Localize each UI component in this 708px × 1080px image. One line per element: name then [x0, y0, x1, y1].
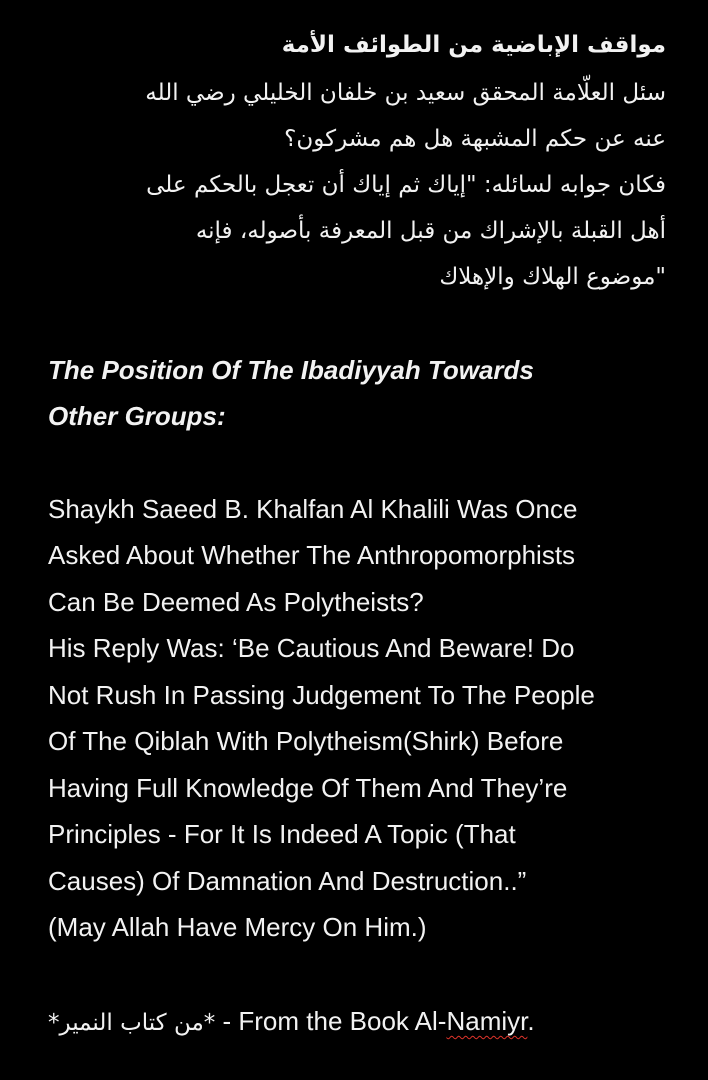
- english-heading-line-2: Other Groups:: [48, 401, 226, 431]
- english-body-line-6: Of The Qiblah With Polytheism(Shirk) Before: [48, 726, 564, 756]
- misspelled-word[interactable]: Namiyr: [446, 1006, 528, 1036]
- english-body-line-7: Having Full Knowledge Of Them And They’re: [48, 773, 568, 803]
- source-arabic: *من كتاب النمير*: [48, 1010, 216, 1036]
- source-end: .: [527, 1006, 535, 1036]
- source-line: [48, 998, 535, 1044]
- arabic-line-2: عنه عن حكم المشبهة هل هم مشركون؟: [284, 126, 666, 152]
- english-body-line-8: Principles - For It Is Indeed A Topic (That: [48, 819, 516, 849]
- source-connector: - From the Book Al-: [215, 1006, 447, 1036]
- note-content[interactable]: [48, 0, 666, 1080]
- english-body-line-3: Can Be Deemed As Polytheists?: [48, 587, 424, 617]
- english-body-line-9: Causes) Of Damnation And Destruction..”: [48, 866, 527, 896]
- english-body-line-5: Not Rush In Passing Judgement To The People: [48, 680, 595, 710]
- arabic-title: مواقف الإباضية من الطوائف الأمة: [281, 32, 666, 58]
- arabic-line-1: سئل العلّامة المحقق سعيد بن خلفان الخليلي رضي الله: [145, 80, 666, 106]
- english-heading-line-1: The Position Of The Ibadiyyah Towards: [48, 355, 534, 385]
- english-body-line-10: (May Allah Have Mercy On Him.): [48, 912, 427, 942]
- arabic-line-5: "موضوع الهلاك والإهلاك: [439, 264, 666, 290]
- arabic-line-3: فكان جوابه لسائله: "إياك ثم إياك أن تعجل بالحكم على: [146, 172, 666, 198]
- english-body-line-2: Asked About Whether The Anthropomorphists: [48, 540, 576, 570]
- english-body-line-1: Shaykh Saeed B. Khalfan Al Khalili Was Once: [48, 494, 578, 524]
- english-body-line-4: His Reply Was: ‘Be Cautious And Beware! Do: [48, 633, 575, 663]
- arabic-line-4: أهل القبلة بالإشراك من قبل المعرفة بأصوله، فإنه: [195, 218, 666, 244]
